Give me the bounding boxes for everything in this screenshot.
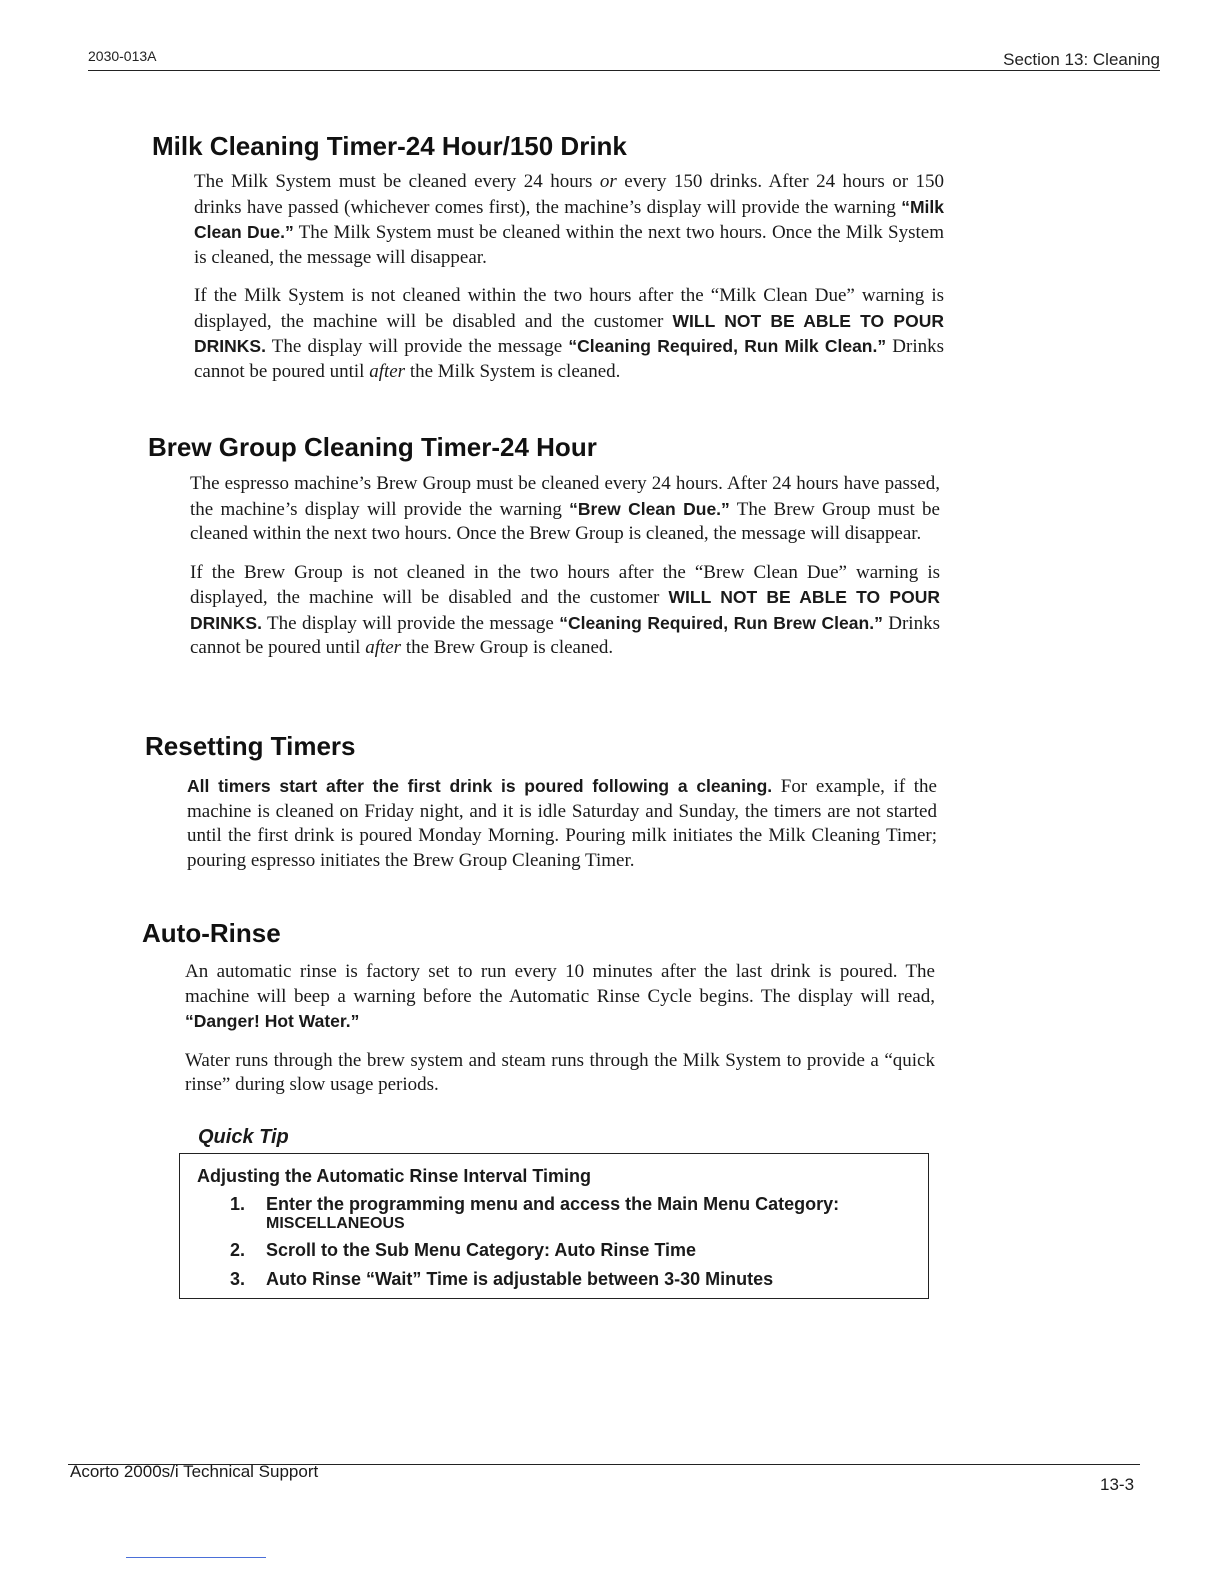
text: Drinks cannot be poured until [194, 336, 944, 382]
step-text: Auto Rinse “Wait” Time is adjustable between 3-30 Minutes [266, 1269, 774, 1289]
rinse-heading: Auto-Rinse [142, 918, 281, 948]
milk-section [194, 170, 944, 384]
key-rule: All timers start after the first drink is poured following a cleaning. [187, 776, 773, 796]
list-item [230, 1194, 920, 1232]
warning-text: WILL NOT BE ABLE TO POUR DRINKS. [194, 310, 944, 356]
list-item [230, 1240, 920, 1261]
brew-section [190, 472, 940, 661]
section-title: Section 13: Cleaning [1003, 50, 1160, 69]
step-number: 3. [230, 1269, 246, 1289]
text: Drinks cannot be poured until [190, 612, 940, 658]
display-message: “Cleaning Required, Run Brew Clean.” [559, 612, 883, 633]
doc-code: 2030-013A [88, 48, 157, 64]
text: An automatic rinse is factory set to run every 10 minutes after the last drink is poured. The machine will beep a warning before the Automatic Rinse Cycle begins. The display will read, [185, 961, 935, 1007]
display-message: “Cleaning Required, Run Milk Clean.” [568, 336, 887, 356]
rinse-paragraph-2: Water runs through the brew system and steam runs through the Milk System to provide a “quick rinse” during slow usage periods. [185, 1049, 935, 1095]
warning-message: “Milk Clean Due.” [194, 196, 944, 242]
emphasis: after [369, 360, 406, 382]
text: The espresso machine’s Brew Group must be cleaned every 24 hours. After 24 hours have passed, the machine’s display will provide the warning [190, 473, 940, 520]
text: The Milk System must be cleaned every 24 hours [194, 171, 600, 192]
page-header [88, 48, 1160, 71]
reset-section [187, 774, 937, 873]
text: For example, if the machine is cleaned on Friday night, and it is idle Saturday and Sunday, the timers are not started until the first drink is poured Monday Morning. Pouring milk initiates the Milk Cleaning Timer; pouring espresso initiates the Brew Group Cleaning Timer. [187, 776, 937, 871]
step-text: Scroll to the Sub Menu Category: Auto Rinse Time [266, 1240, 697, 1260]
warning-text: WILL NOT BE ABLE TO POUR DRINKS. [190, 587, 940, 633]
text: the Milk System is cleaned. [405, 360, 621, 382]
text: If the Milk System is not cleaned within the two hours after the “Milk Clean Due” warning is displayed, the machine will be disabled and the customer [194, 285, 944, 332]
quick-tip-label: Quick Tip [198, 1126, 289, 1148]
brew-paragraph-2 [190, 561, 940, 661]
step-text: Enter the programming menu and access the Main Menu Category: [266, 1194, 840, 1214]
step-number: 2. [230, 1240, 246, 1260]
text: The Milk System must be cleaned within the next two hours. Once the Milk System is cleaned, the message will disappear. [194, 222, 944, 268]
milk-paragraph-1 [194, 170, 944, 270]
warning-message: “Brew Clean Due.” [569, 498, 730, 519]
scan-mark-divider [126, 1557, 266, 1558]
text: every 150 drinks. After 24 hours or 150 drinks have passed (whichever comes first), the machine’s display will provide the warning [194, 171, 944, 218]
display-message: “Danger! Hot Water.” [185, 1011, 360, 1031]
rinse-paragraph-1 [185, 960, 935, 1035]
text: the Brew Group is cleaned. [401, 637, 614, 658]
text: The display will provide the message [265, 336, 569, 357]
reset-heading: Resetting Timers [145, 731, 356, 761]
text: The Brew Group must be cleaned within the next two hours. Once the Brew Group is cleaned, the message will disappear. [190, 498, 940, 544]
quick-tip-heading: Adjusting the Automatic Rinse Interval Timing [197, 1166, 592, 1186]
text: The display will provide the message [261, 612, 560, 634]
step-text-container [266, 1194, 839, 1232]
emphasis: after [365, 637, 402, 658]
step-number: 1. [230, 1194, 246, 1214]
rinse-section [185, 960, 935, 1098]
quick-tip-steps [230, 1194, 920, 1298]
brew-heading: Brew Group Cleaning Timer-24 Hour [148, 432, 597, 462]
milk-paragraph-2 [194, 284, 944, 384]
quick-tip-box [179, 1153, 929, 1299]
milk-heading: Milk Cleaning Timer-24 Hour/150 Drink [152, 131, 627, 161]
page-number: 13-3 [1100, 1475, 1135, 1494]
footer-title: Acorto 2000s/i Technical Support [70, 1462, 319, 1481]
step-subtext: MISCELLANEOUS [266, 1215, 405, 1232]
emphasis: or [599, 171, 617, 192]
brew-paragraph-1 [190, 472, 940, 547]
list-item [230, 1269, 920, 1290]
text: If the Brew Group is not cleaned in the two hours after the “Brew Clean Due” warning is displayed, the machine will be disabled and the customer [190, 561, 940, 608]
reset-paragraph-1 [187, 774, 937, 873]
